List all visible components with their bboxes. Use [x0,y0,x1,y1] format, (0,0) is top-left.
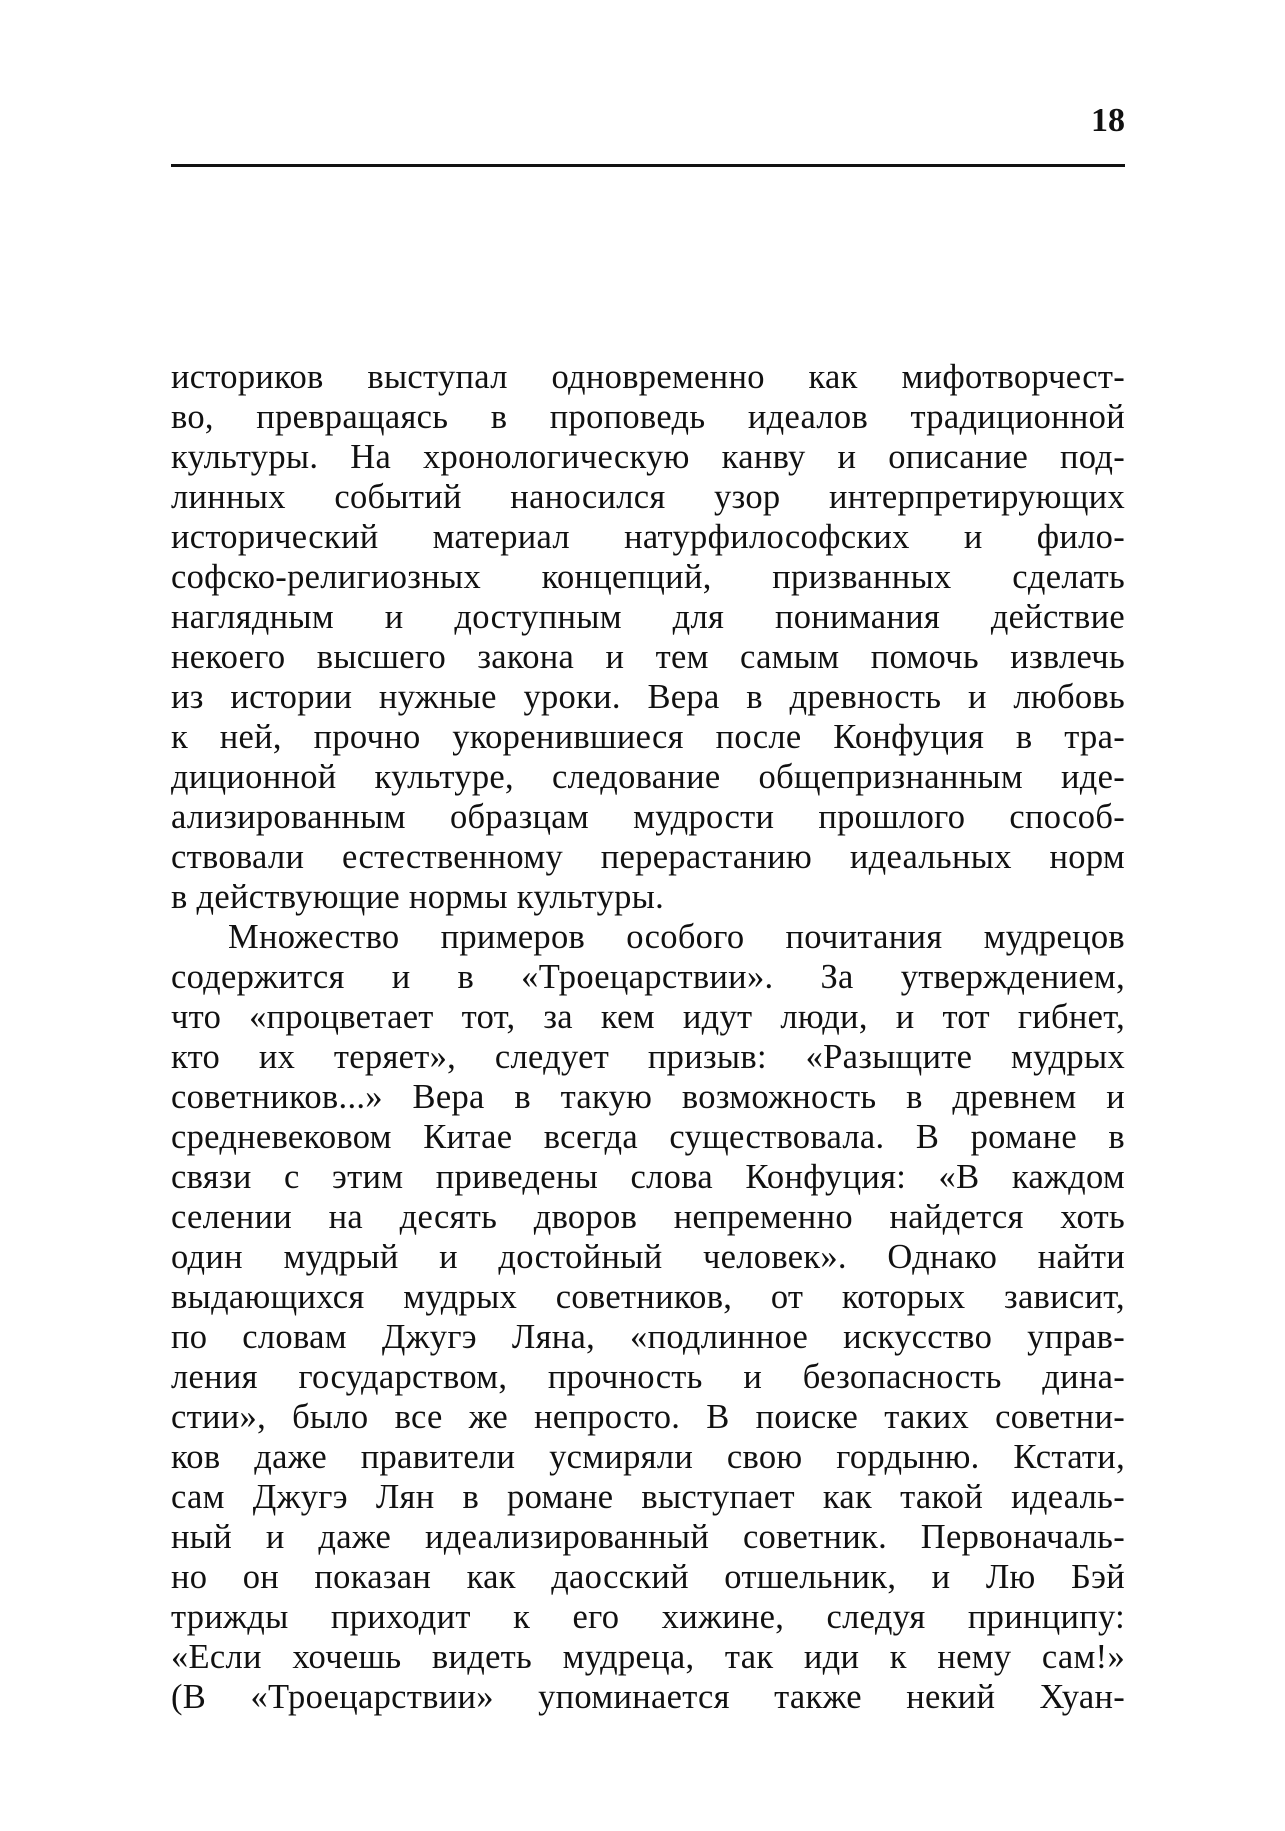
text-line: диционной культуре, следование общепризнанным иде- [171,758,1125,796]
text-line-paragraph-start: Множество примеров особого почитания мудрецов [228,918,1125,956]
text-line: но он показан как даосский отшельник, и Лю Бэй [171,1558,1125,1596]
text-line: содержится и в «Троецарствии». За утверждением, [171,958,1125,996]
text-line: к ней, прочно укоренившиеся после Конфуция в тра- [171,718,1125,756]
text-line: историков выступал одновременно как мифотворчест- [171,358,1125,396]
text-line: один мудрый и достойный человек». Однако найти [171,1238,1125,1276]
text-line: кто их теряет», следует призыв: «Разыщите мудрых [171,1038,1125,1076]
text-line: наглядным и доступным для понимания действие [171,598,1125,636]
text-line: ления государством, прочность и безопасность дина- [171,1358,1125,1396]
text-line: исторический материал натурфилософских и фило- [171,518,1125,556]
text-line: выдающихся мудрых советников, от которых зависит, [171,1278,1125,1316]
text-line: по словам Джугэ Ляна, «подлинное искусство управ- [171,1318,1125,1356]
text-line: ный и даже идеализированный советник. Первоначаль- [171,1518,1125,1556]
page-number: 18 [1091,102,1125,139]
text-line: селении на десять дворов непременно найдется хоть [171,1198,1125,1236]
text-line: культуры. На хронологическую канву и описание под- [171,438,1125,476]
text-line: «Если хочешь видеть мудреца, так иди к нему сам!» [171,1638,1125,1676]
text-line-paragraph-end: в действующие нормы культуры. [171,878,665,916]
text-line: связи с этим приведены слова Конфуция: «В каждом [171,1158,1125,1196]
text-line: трижды приходит к его хижине, следуя принципу: [171,1598,1125,1636]
header-rule [171,164,1125,167]
text-line: советников...» Вера в такую возможность в древнем и [171,1078,1125,1116]
text-line: средневековом Китае всегда существовала. В романе в [171,1118,1125,1156]
text-line: некоего высшего закона и тем самым помочь извлечь [171,638,1125,676]
text-line: что «процветает тот, за кем идут люди, и тот гибнет, [171,998,1125,1036]
text-line: из истории нужные уроки. Вера в древность и любовь [171,678,1125,716]
text-line: линных событий наносился узор интерпретирующих [171,478,1125,516]
text-line: сам Джугэ Лян в романе выступает как такой идеаль- [171,1478,1125,1516]
text-line: ков даже правители усмиряли свою гордыню. Кстати, [171,1438,1125,1476]
text-line: ствовали естественному перерастанию идеальных норм [171,838,1125,876]
text-line: (В «Троецарствии» упоминается также некий Хуан- [171,1678,1125,1716]
text-line: стии», было все же непросто. В поиске таких советни- [171,1398,1125,1436]
body-text [171,357,1125,1717]
text-line: ализированным образцам мудрости прошлого способ- [171,798,1125,836]
text-line: во, превращаясь в проповедь идеалов традиционной [171,398,1125,436]
text-line: софско-религиозных концепций, призванных сделать [171,558,1125,596]
